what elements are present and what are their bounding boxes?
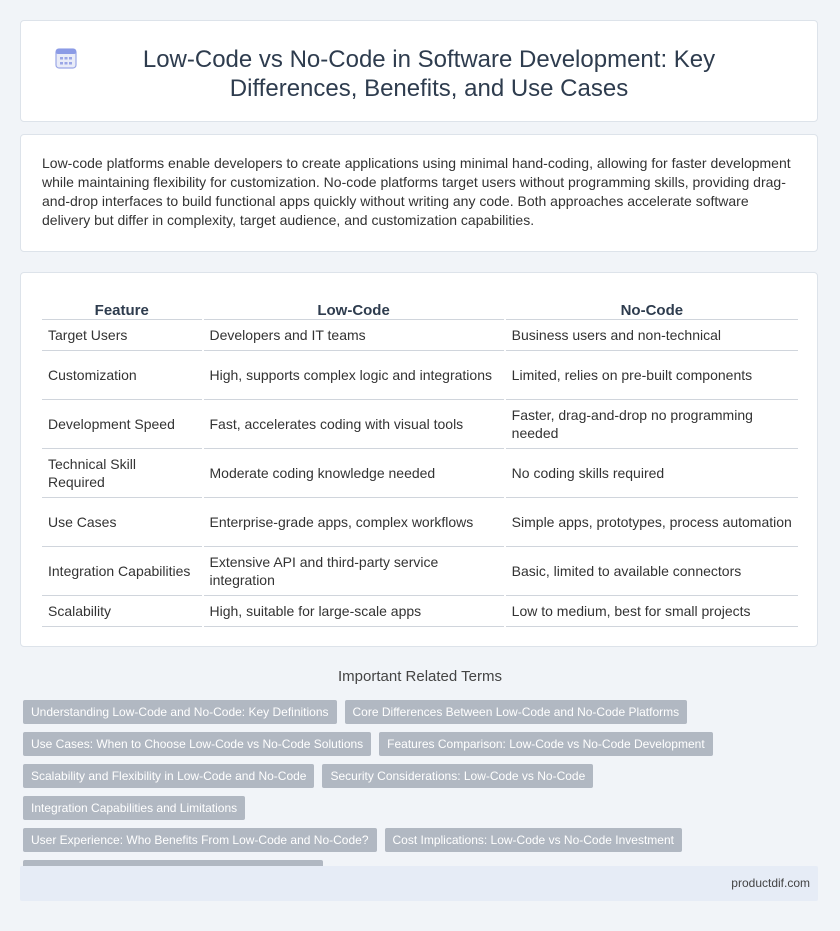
related-term-link[interactable]: Security Considerations: Low-Code vs No-Code: [322, 764, 593, 788]
table-row: [42, 449, 798, 498]
table-row: [42, 596, 798, 627]
footer-bar: [20, 866, 818, 901]
related-term-link[interactable]: Understanding Low-Code and No-Code: Key Definitions: [23, 700, 337, 724]
intro-paragraph: Low-code platforms enable developers to create applications using minimal hand-coding, allowing for faster development while maintaining flexibility for customization. No-code platforms target users without programming skills, providing drag-and-drop interfaces to build functional apps quickly without writing any code. Both approaches accelerate software delivery but differ in complexity, target audience, and customization capabilities.: [42, 155, 791, 228]
related-terms-title: Important Related Terms: [338, 668, 502, 685]
table-cell: Development Speed: [42, 400, 203, 449]
related-term-link[interactable]: Core Differences Between Low-Code and No-Code Platforms: [345, 700, 688, 724]
header-low-code: Low-Code: [203, 295, 505, 320]
table-cell: Developers and IT teams: [203, 320, 505, 351]
table-cell: Simple apps, prototypes, process automation: [505, 498, 798, 547]
page-title: Low-Code vs No-Code in Software Development: Key Differences, Benefits, and Use Cases: [142, 46, 716, 102]
table-cell: Integration Capabilities: [42, 547, 203, 596]
table-cell: Use Cases: [42, 498, 203, 547]
title-card: [20, 20, 818, 122]
related-term-link[interactable]: Scalability and Flexibility in Low-Code and No-Code: [23, 764, 314, 788]
header-no-code: No-Code: [505, 295, 798, 320]
table-cell: Extensive API and third-party service integration: [203, 547, 505, 596]
table-cell: High, supports complex logic and integrations: [203, 351, 505, 400]
table-cell: Fast, accelerates coding with visual tools: [203, 400, 505, 449]
related-term-link[interactable]: Cost Implications: Low-Code vs No-Code Investment: [385, 828, 682, 852]
table-cell: Scalability: [42, 596, 203, 627]
footer-site-name: productdif.com: [731, 876, 810, 890]
table-cell: No coding skills required: [505, 449, 798, 498]
table-cell: Business users and non-technical: [505, 320, 798, 351]
table-row: [42, 498, 798, 547]
related-term-link[interactable]: User Experience: Who Benefits From Low-Code and No-Code?: [23, 828, 377, 852]
related-term-link[interactable]: Use Cases: When to Choose Low-Code vs No-Code Solutions: [23, 732, 371, 756]
related-term-link[interactable]: Integration Capabilities and Limitations: [23, 796, 245, 820]
table-cell: Technical Skill Required: [42, 449, 203, 498]
table-cell: Target Users: [42, 320, 203, 351]
comparison-table: [42, 295, 798, 627]
table-row: [42, 547, 798, 596]
intro-card: [20, 134, 818, 252]
table-cell: Faster, drag-and-drop no programming needed: [505, 400, 798, 449]
table-row: [42, 400, 798, 449]
table-cell: Basic, limited to available connectors: [505, 547, 798, 596]
table-header-row: [42, 295, 798, 320]
table-cell: Low to medium, best for small projects: [505, 596, 798, 627]
table-cell: Customization: [42, 351, 203, 400]
table-cell: High, suitable for large-scale apps: [203, 596, 505, 627]
table-row: [42, 351, 798, 400]
table-row: [42, 320, 798, 351]
table-cell: Limited, relies on pre-built components: [505, 351, 798, 400]
header-feature: Feature: [42, 295, 203, 320]
related-term-link[interactable]: Features Comparison: Low-Code vs No-Code Development: [379, 732, 712, 756]
comparison-card: [20, 272, 818, 647]
table-cell: Enterprise-grade apps, complex workflows: [203, 498, 505, 547]
table-cell: Moderate coding knowledge needed: [203, 449, 505, 498]
related-terms-list: [23, 700, 823, 892]
